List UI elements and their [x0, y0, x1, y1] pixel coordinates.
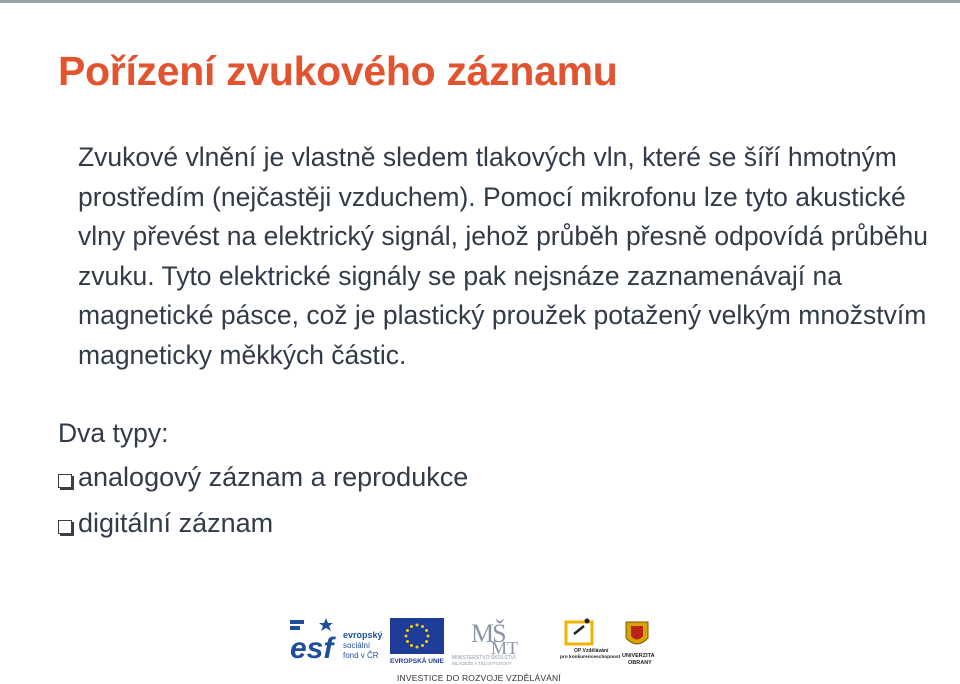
checkbox-icon: [58, 474, 72, 488]
footer-tagline: INVESTICE DO ROZVOJE VZDĚLÁVÁNÍ: [397, 673, 561, 683]
univerzita-obrany-logo: [622, 622, 655, 666]
bullet-label: digitální záznam: [78, 508, 274, 538]
types-label: Dva typy:: [58, 418, 169, 448]
eu-star: [416, 624, 419, 627]
svg-text:MINISTERSTVO ŠKOLSTVÍ,: MINISTERSTVO ŠKOLSTVÍ,: [452, 655, 517, 661]
eu-star: [421, 625, 424, 628]
svg-text:evropský: evropský: [343, 630, 383, 640]
eu-star: [427, 635, 430, 638]
bullet-label: analogový záznam a reprodukce: [78, 462, 469, 492]
svg-text:fond v ČR: fond v ČR: [343, 651, 379, 660]
svg-text:sociální: sociální: [343, 641, 371, 650]
eu-flag-logo: [390, 618, 444, 665]
svg-text:OP Vzdělávání: OP Vzdělávání: [574, 648, 609, 654]
bullet-digital: [58, 508, 273, 539]
svg-text:UNIVERZITA: UNIVERZITA: [622, 653, 655, 659]
svg-text:MŠ: MŠ: [471, 619, 505, 648]
funding-logos: [288, 612, 668, 668]
body-paragraph: Zvukové vlnění je vlastně sledem tlakových vln, které se šíří hmotným prostředím (nejčastěji vzduchem). Pomocí mikrofonu lze tyto akustické vlny převést na elektrický signál, jehož průběh přesně odpovídá průběhu zvuku. Tyto elektrické signály se pak nejsnáze zaznamenávají na magnetické pásce, což je plastický proužek potažený velkým množstvím magneticky měkkých částic.: [78, 142, 928, 370]
op-vk-logo: [560, 619, 621, 661]
eu-star: [410, 625, 413, 628]
eu-star: [406, 629, 409, 632]
bullet-analog: [58, 462, 468, 493]
svg-text:pro konkurenceschopnost: pro konkurenceschopnost: [560, 655, 621, 660]
eu-star: [405, 635, 408, 638]
eu-star: [406, 640, 409, 643]
eu-star: [421, 644, 424, 647]
svg-text:OBRANY: OBRANY: [628, 660, 652, 666]
msmt-logo: [452, 619, 518, 666]
checkbox-icon: [58, 520, 72, 534]
eu-star: [425, 640, 428, 643]
svg-text:esf: esf: [290, 632, 334, 665]
slide-title: Pořízení zvukového záznamu: [58, 48, 618, 94]
eu-star: [416, 646, 419, 649]
eu-star: [425, 629, 428, 632]
svg-text:MT: MT: [491, 638, 518, 658]
svg-text:EVROPSKÁ UNIE: EVROPSKÁ UNIE: [390, 658, 444, 665]
esf-logo: [290, 618, 383, 665]
top-divider: [0, 0, 960, 3]
svg-text:MLÁDEŽE A TĚLOVÝCHOVY: MLÁDEŽE A TĚLOVÝCHOVY: [452, 661, 512, 666]
eu-star: [410, 644, 413, 647]
